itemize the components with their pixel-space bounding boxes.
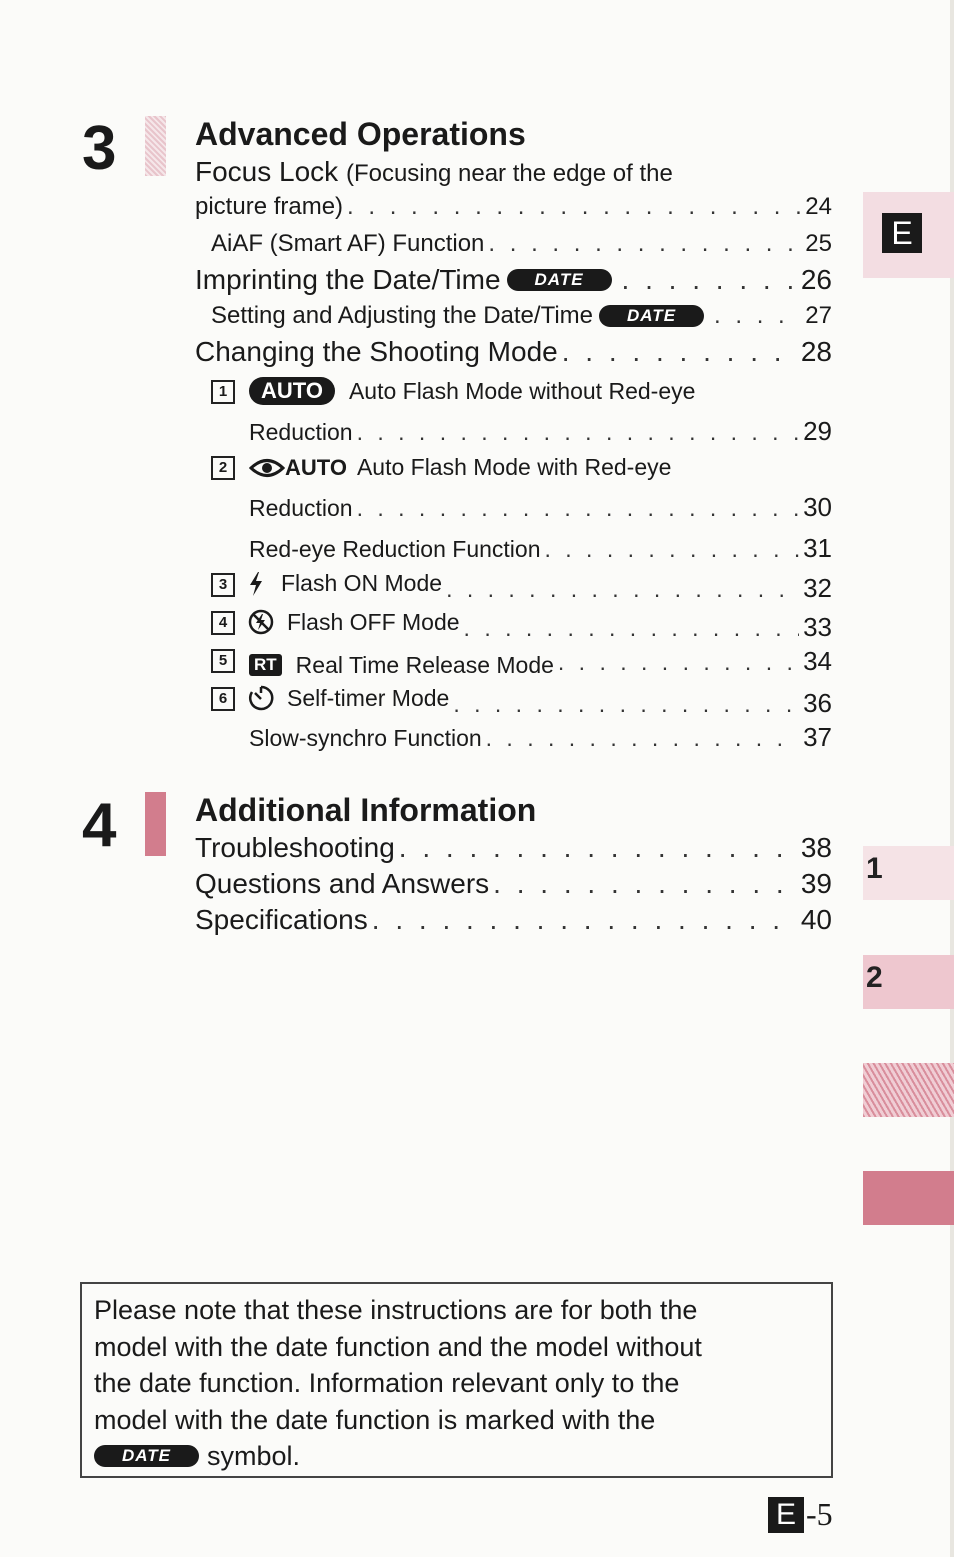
note-line: the date function. Information relevant only to the xyxy=(94,1368,680,1398)
toc-page: 36 xyxy=(803,688,832,718)
side-tab-3[interactable] xyxy=(863,1063,954,1117)
page-number xyxy=(768,1496,833,1533)
toc-mode-2[interactable] xyxy=(249,454,671,481)
leader-dots xyxy=(446,576,799,603)
toc-label: AiAF (Smart AF) Function xyxy=(211,230,485,257)
tab-2-label: 2 xyxy=(866,961,883,994)
note-line: symbol. xyxy=(207,1441,301,1471)
leader-dots xyxy=(714,302,801,330)
toc-focus-lock[interactable] xyxy=(195,156,673,188)
self-timer-icon xyxy=(247,684,275,712)
toc-page: 32 xyxy=(803,572,832,603)
toc-row-setting-date[interactable] xyxy=(211,302,832,330)
toc-page: 38 xyxy=(800,832,832,863)
toc-row-aiaf[interactable] xyxy=(211,230,832,258)
rt-badge-icon: RT xyxy=(249,654,282,676)
toc-label: Questions and Answers xyxy=(195,868,490,899)
leader-dots xyxy=(399,832,797,864)
leader-dots xyxy=(464,615,800,642)
toc-page: 27 xyxy=(805,302,832,329)
section-4-bar xyxy=(145,792,166,856)
leader-dots xyxy=(488,230,801,258)
auto-text: AUTO xyxy=(285,454,347,480)
leader-dots xyxy=(372,904,797,936)
toc-label: Slow-synchro Function xyxy=(249,725,482,751)
date-badge-icon: DATE xyxy=(507,269,612,291)
note-box xyxy=(80,1282,833,1478)
date-badge-icon: DATE xyxy=(599,305,704,327)
mode-number-box: 6 xyxy=(211,687,235,711)
side-tab-4[interactable] xyxy=(863,1171,954,1225)
auto-badge-icon: AUTO xyxy=(249,377,335,405)
toc-row-flash-on[interactable] xyxy=(247,570,832,604)
leader-dots xyxy=(357,419,800,446)
leader-dots xyxy=(545,536,800,563)
toc-row-focus-lock-cont[interactable] xyxy=(195,193,832,221)
toc-row-specifications[interactable] xyxy=(195,904,832,936)
toc-label: Real Time Release Mode xyxy=(295,651,554,678)
section-3-bar xyxy=(145,116,166,176)
toc-mode-1[interactable] xyxy=(249,377,695,405)
section-3-title: Advanced Operations xyxy=(195,116,526,152)
toc-page: 26 xyxy=(800,264,832,295)
toc-label: Red-eye Reduction Function xyxy=(249,536,541,562)
toc-page: 28 xyxy=(800,336,832,367)
toc-row-shooting-mode[interactable] xyxy=(195,336,832,368)
leader-dots xyxy=(347,193,801,221)
toc-page: 30 xyxy=(803,492,832,522)
mode-number-box: 2 xyxy=(211,456,235,480)
toc-label: Auto Flash Mode without Red-eye xyxy=(348,377,696,404)
toc-page: 24 xyxy=(805,193,832,220)
toc-row-mode-1-cont[interactable] xyxy=(249,416,832,447)
toc-label: Troubleshooting xyxy=(195,832,395,863)
mode-number-box: 4 xyxy=(211,611,235,635)
red-eye-icon xyxy=(249,455,285,481)
leader-dots xyxy=(562,336,797,368)
toc-page: 33 xyxy=(803,612,832,642)
leader-dots xyxy=(453,691,799,718)
toc-page: 39 xyxy=(800,868,832,899)
toc-row-red-eye-reduction[interactable] xyxy=(249,533,832,564)
leader-dots xyxy=(357,495,800,522)
tab-1-label: 1 xyxy=(866,852,883,885)
toc-row-flash-off[interactable] xyxy=(247,608,832,643)
section-3-number: 3 xyxy=(82,114,117,183)
toc-page: 34 xyxy=(803,646,832,676)
toc-page: 31 xyxy=(803,533,832,563)
toc-label: Auto Flash Mode with Red-eye xyxy=(356,454,672,480)
section-4-number: 4 xyxy=(82,791,117,860)
mode-number-box: 1 xyxy=(211,380,235,404)
toc-page: 37 xyxy=(803,722,832,752)
toc-label: Reduction xyxy=(249,495,353,521)
mode-number-box: 5 xyxy=(211,649,235,673)
toc-focus-lock-label: Focus Lock xyxy=(195,156,339,187)
toc-row-slow-synchro[interactable] xyxy=(249,722,832,753)
toc-page: 25 xyxy=(805,230,832,257)
page-num: -5 xyxy=(806,1496,833,1532)
toc-focus-lock-sub: (Focusing near the edge of the xyxy=(345,160,673,187)
leader-dots xyxy=(558,649,799,676)
toc-page: 29 xyxy=(803,416,832,446)
toc-row-real-time[interactable] xyxy=(249,646,832,679)
flash-off-icon xyxy=(247,608,275,636)
toc-row-imprinting[interactable] xyxy=(195,264,832,296)
toc-label: Setting and Adjusting the Date/Time xyxy=(211,302,594,329)
note-line: Please note that these instructions are for both the xyxy=(94,1295,698,1325)
toc-label: Imprinting the Date/Time xyxy=(195,264,501,295)
toc-row-self-timer[interactable] xyxy=(247,684,832,719)
tab-e-label: E xyxy=(882,213,922,253)
leader-dots xyxy=(622,264,797,296)
date-badge-icon: DATE xyxy=(94,1445,199,1467)
note-line: model with the date function and the model without xyxy=(94,1331,702,1362)
mode-number-box: 3 xyxy=(211,573,235,597)
toc-row-qa[interactable] xyxy=(195,868,832,900)
toc-label: Changing the Shooting Mode xyxy=(195,336,558,367)
leader-dots xyxy=(486,725,799,752)
toc-label: Self-timer Mode xyxy=(287,684,450,711)
section-4-title: Additional Information xyxy=(195,792,537,828)
flash-on-icon xyxy=(247,571,265,597)
toc-row-mode-2-cont[interactable] xyxy=(249,492,832,523)
toc-label: Reduction xyxy=(249,419,353,445)
toc-label: Flash OFF Mode xyxy=(287,608,460,635)
toc-row-troubleshooting[interactable] xyxy=(195,832,832,864)
page-letter: E xyxy=(768,1497,804,1533)
toc-label: picture frame) xyxy=(195,193,344,220)
leader-dots xyxy=(493,868,797,900)
note-line: model with the date function is marked with the xyxy=(94,1404,656,1435)
toc-label: Flash ON Mode xyxy=(281,570,443,596)
toc-page: 40 xyxy=(800,904,832,935)
toc-label: Specifications xyxy=(195,904,368,935)
